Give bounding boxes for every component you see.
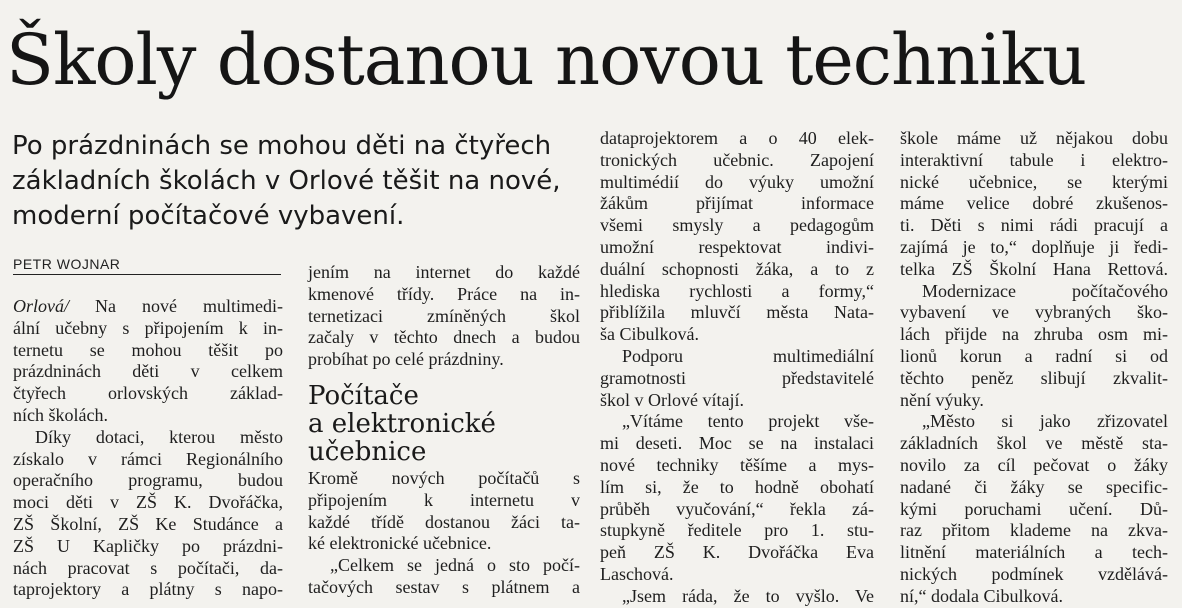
text-line: škol v Orlové vítají. (600, 389, 744, 410)
text-line: každé třídě dostanou žáci ta- (308, 511, 580, 532)
text-line: vybavení ve vybraných ško- (900, 302, 1168, 323)
text-line: stupkyně ředitele pro 1. stu- (600, 520, 874, 541)
text-line: dataprojektorem a o 40 elek- (600, 128, 874, 148)
headline: Školy dostanou novou techniku (6, 19, 1087, 101)
column-2-top (308, 262, 580, 371)
text-line: průběh vyučování,“ řekla zá- (600, 498, 874, 519)
text-line: novilo za cíl pečovat o žáky (900, 454, 1168, 475)
text-line: ních školách. (13, 404, 108, 425)
text-line: taprojektory a plátny s napo- (13, 579, 283, 600)
text-line: čtyřech orlovských základ- (13, 383, 283, 404)
column-4 (900, 128, 1168, 608)
text-line: kmenové třídy. Práce na in- (308, 283, 580, 304)
text-line: duální schopnosti žáka, a to z (600, 258, 874, 279)
text-line: ké elektronické učebnice. (308, 533, 492, 554)
byline: PETR WOJNAR (13, 256, 281, 275)
text-line: nických podmínek vzdělává- (900, 563, 1168, 584)
text-line: lionů korun a radní si od (900, 345, 1168, 366)
text-line: „Město si jako zřizovatel (922, 411, 1168, 432)
text-line: Orlová/ Na nové multimedi- (13, 296, 283, 316)
text-line: nadané či žáky se specific- (900, 476, 1168, 497)
text-line: nách pracovat s počítači, da- (13, 557, 283, 578)
text-line: ální učebny s připojením k in- (13, 317, 283, 338)
lead-line: základních školách v Orlové těšit na nové, (12, 166, 561, 196)
text-line: multimédií do výuky umožní (600, 171, 874, 192)
text-line: hlediska rychlosti a formy,“ (600, 280, 874, 301)
text-line: přiblížila mluvčí města Nata- (600, 302, 874, 323)
text-line: zajímá je to,“ doplňuje ji ředi- (900, 236, 1168, 257)
text-line: „Jsem ráda, že to vyšlo. Ve (622, 585, 874, 606)
text-line: Modernizace počítačového (922, 280, 1168, 301)
text-line: lím si, že to hodně obohatí (600, 476, 874, 497)
text-line: tačových sestav s plátnem a (308, 576, 580, 597)
text-line: máme velice dobré zkušenos- (900, 193, 1168, 214)
text-line: ternetizaci zmíněných škol (308, 305, 580, 326)
text-line: gramotnosti představitelé (600, 367, 874, 388)
text-line: peň ZŠ K. Dvořáčka Eva (600, 542, 874, 563)
text-line: škole máme už nějakou dobu (900, 128, 1168, 148)
text-line: telka ZŠ Školní Hana Rettová. (900, 258, 1168, 279)
text-line: raz přitom klademe na zkva- (900, 520, 1168, 541)
text-line: umožní respektovat indivi- (600, 236, 874, 257)
text-line: získalo v rámci Regionálního (13, 448, 283, 469)
text-line: operačního programu, budou (13, 470, 283, 491)
text-line: základních škol ve městě sta- (900, 433, 1168, 454)
subheading-line: učebnice (308, 437, 427, 467)
text-line: nění výuky. (900, 389, 984, 410)
text-line: žákům přijímat informace (600, 193, 874, 214)
text-line: Kromě nových počítačů s (308, 468, 580, 488)
text-line: ti. Děti s nimi rádi pracují a (900, 215, 1168, 236)
text-line: ternetu se mohou těšit po (13, 339, 283, 360)
text-line: prázdninách děti v celkem (13, 361, 283, 382)
text-line: interaktivní tabule i elektro- (900, 149, 1168, 170)
column-1 (13, 296, 283, 601)
text-line: mi deseti. Moc se na instalaci (600, 433, 874, 454)
text-line: probíhat po celé prázdniny. (308, 349, 504, 370)
lead-line: moderní počítačové vybavení. (12, 201, 405, 231)
text-line: Podporu multimediální (622, 345, 874, 366)
text-line: ZŠ Školní, ZŠ Ke Studánce a (13, 513, 283, 534)
text-line: nické učebnice, se kterými (900, 171, 1168, 192)
text-line: nové techniky těšíme a mys- (600, 454, 874, 475)
text-line: Laschová. (600, 563, 674, 584)
column-3 (600, 128, 874, 608)
text-line: tronických učebnic. Zapojení (600, 149, 874, 170)
text-line: litnění materiálních a tech- (900, 542, 1168, 563)
text-line: těchto peněz slibují zkvalit- (900, 367, 1168, 388)
text-line: ZŠ U Kapličky po prázdni- (13, 535, 283, 556)
column-2-bottom (308, 468, 580, 599)
text-line: „Vítáme tento projekt vše- (622, 411, 874, 432)
text-line: jením na internet do každé (308, 262, 580, 282)
text-line: kými poruchami učení. Dů- (900, 498, 1168, 519)
text-line: Díky dotaci, kterou město (35, 426, 283, 447)
subheading-line: a elektronické (308, 409, 496, 439)
text-line: moci děti v ZŠ K. Dvořáčka, (13, 492, 283, 513)
text-line: začaly v těchto dnech a budou (308, 327, 580, 348)
lead-paragraph (12, 129, 592, 234)
text-line: všemi smysly a pedagogům (600, 215, 874, 236)
subheading-line: Počítače (308, 381, 419, 411)
text-line: ní,“ dodala Cibulková. (900, 585, 1063, 606)
lead-line: Po prázdninách se mohou děti na čtyřech (12, 131, 552, 161)
text-line: připojením k internetu v (308, 489, 580, 510)
text-line: lách přijde na zhruba osm mi- (900, 324, 1168, 345)
text-line: „Celkem se jedná o sto počí- (330, 555, 580, 576)
text-line: ša Cibulková. (600, 324, 699, 345)
subheading (308, 382, 496, 466)
